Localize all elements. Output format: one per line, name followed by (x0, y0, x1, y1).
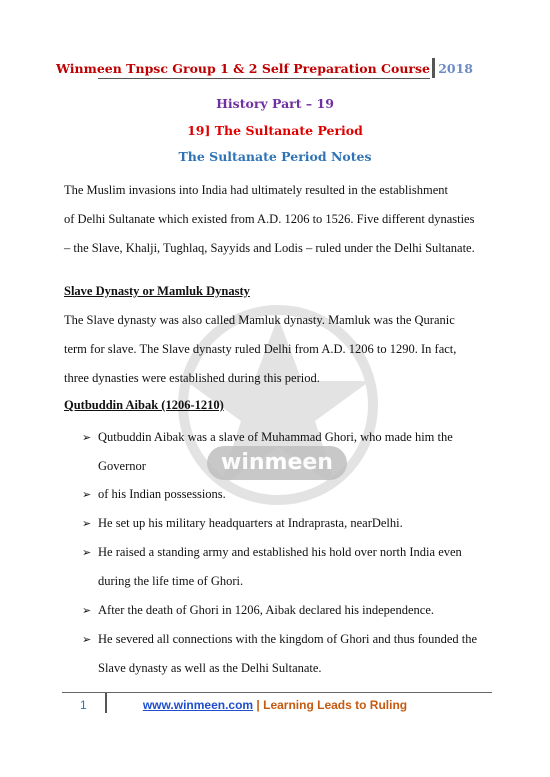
chapter-title: 19] The Sultanate Period (187, 123, 363, 138)
watermark-logo: winmeen (207, 446, 347, 480)
arrow-bullet-icon: ➢ (82, 488, 92, 501)
list-item: ➢ He set up his military headquarters at Indraprasta, nearDelhi. (82, 516, 403, 530)
section-line: three dynasties were established during this period. (64, 371, 320, 385)
header-rule (98, 78, 430, 79)
arrow-bullet-icon: ➢ (82, 633, 92, 646)
course-title: Winmeen Tnpsc Group 1 & 2 Self Preparation Course (55, 61, 430, 76)
header-divider (432, 58, 435, 78)
list-item: ➢ of his Indian possessions. (82, 487, 226, 501)
arrow-bullet-icon: ➢ (82, 546, 92, 559)
section-heading-qutbuddin-aibak: Qutbuddin Aibak (1206-1210) (64, 398, 224, 412)
list-item: ➢ He severed all connections with the kingdom of Ghori and thus founded the (82, 632, 478, 646)
footer-separator: | (253, 698, 264, 712)
list-item: ➢ Qutbuddin Aibak was a slave of Muhammad Ghori, who made him the (82, 430, 453, 444)
page-header (55, 58, 486, 82)
page-number: 1 (80, 698, 87, 712)
course-year: 2018 (438, 61, 473, 76)
arrow-bullet-icon: ➢ (82, 517, 92, 530)
section-heading-slave-dynasty: Slave Dynasty or Mamluk Dynasty (64, 284, 250, 298)
footer-rule (62, 692, 492, 693)
list-item-continuation: during the life time of Ghori. (98, 574, 244, 588)
arrow-bullet-icon: ➢ (82, 431, 92, 444)
list-item-continuation: Governor (98, 459, 146, 473)
section-line: The Slave dynasty was also called Mamluk dynasty. Mamluk was the Quranic (64, 313, 455, 327)
intro-line: – the Slave, Khalji, Tughlaq, Sayyids and Lodis – ruled under the Delhi Sultanate. (64, 241, 475, 255)
notes-title: The Sultanate Period Notes (178, 149, 372, 164)
arrow-bullet-icon: ➢ (82, 604, 92, 617)
list-item: ➢ After the death of Ghori in 1206, Aibak declared his independence. (82, 603, 434, 617)
list-item-continuation: Slave dynasty as well as the Delhi Sultanate. (98, 661, 322, 675)
intro-line: The Muslim invasions into India had ultimately resulted in the establishment (64, 183, 448, 197)
part-title: History Part – 19 (216, 96, 334, 111)
footer-tagline (0, 698, 550, 712)
website-link[interactable]: www.winmeen.com (142, 698, 254, 712)
list-item: ➢ He raised a standing army and established his hold over north India even (82, 545, 462, 559)
intro-line: of Delhi Sultanate which existed from A.D. 1206 to 1526. Five different dynasties (64, 212, 475, 226)
section-line: term for slave. The Slave dynasty ruled Delhi from A.D. 1206 to 1290. In fact, (64, 342, 457, 356)
footer-slogan: Learning Leads to Ruling (263, 698, 408, 712)
